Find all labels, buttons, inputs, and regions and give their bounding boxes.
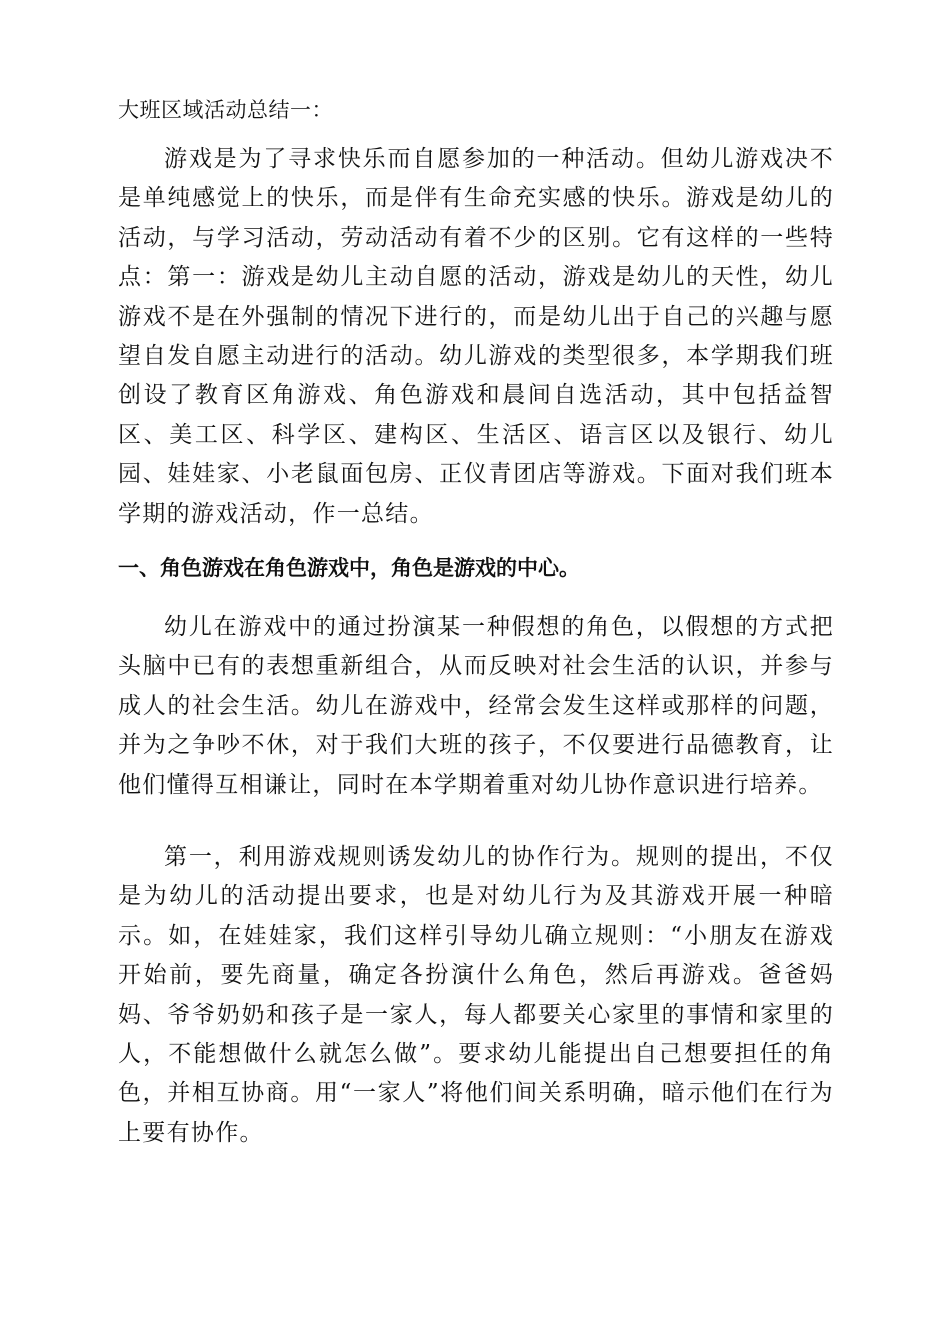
- section-heading: 一、角色游戏在角色游戏中，角色是游戏的中心。: [118, 556, 580, 580]
- body-paragraph-role-play: 幼儿在游戏中的通过扮演某一种假想的角色，以假想的方式把头脑中已有的表想重新组合，从而反映对社会生活的认识，并参与成人的社会生活。幼儿在游戏中，经常会发生这样或那样的问题，并为之争吵不休，对于我们大班的孩子，不仅要进行品德教育，让他们懂得互相谦让，同时在本学期着重对幼儿协作意识进行培养。: [118, 614, 834, 798]
- document-title: 大班区域活动总结一：: [118, 98, 333, 122]
- body-paragraph-rules: 第一，利用游戏规则诱发幼儿的协作行为。规则的提出，不仅是为幼儿的活动提出要求，也是对幼儿行为及其游戏开展一种暗示。如，在娃娃家，我们这样引导幼儿确立规则：“小朋友在游戏开始前，要先商量，确定各扮演什么角色，然后再游戏。爸爸妈妈、爷爷奶奶和孩子是一家人，每人都要关心家里的事情和家里的人，不能想做什么就怎么做”。要求幼儿能提出自己想要担任的角色，并相互协商。用“一家人”将他们间关系明确，暗示他们在行为上要有协作。: [118, 844, 834, 1146]
- intro-paragraph: 游戏是为了寻求快乐而自愿参加的一种活动。但幼儿游戏决不是单纯感觉上的快乐，而是伴有生命充实感的快乐。游戏是幼儿的活动，与学习活动，劳动活动有着不少的区别。它有这样的一些特点：第一：游戏是幼儿主动自愿的活动，游戏是幼儿的天性，幼儿游戏不是在外强制的情况下进行的，而是幼儿出于自己的兴趣与愿望自发自愿主动进行的活动。幼儿游戏的类型很多，本学期我们班创设了教育区角游戏、角色游戏和晨间自选活动，其中包括益智区、美工区、科学区、建构区、生活区、语言区以及银行、幼儿园、娃娃家、小老鼠面包房、正仪青团店等游戏。下面对我们班本学期的游戏活动，作一总结。: [118, 146, 834, 527]
